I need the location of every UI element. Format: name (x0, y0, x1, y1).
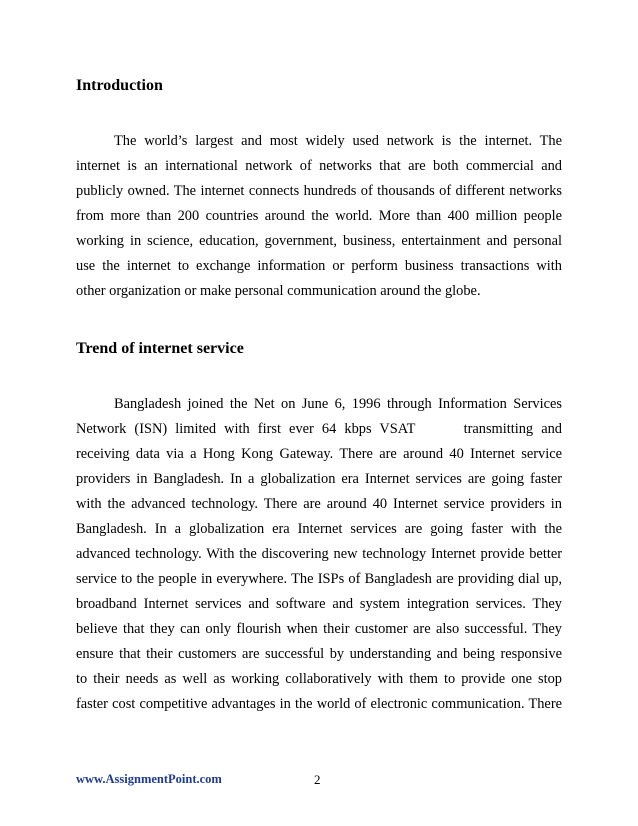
paragraph-line: Network (ISN) limited with first ever 64 kbps VSAT transmitting and (76, 421, 562, 437)
paragraph-line: Bangladesh. In a globalization era Internet services are going faster with the (76, 521, 562, 537)
paragraph-line: to their needs as well as working collaboratively with them to provide one stop (76, 671, 562, 687)
trend-paragraph (76, 395, 562, 720)
paragraph-line: use the internet to exchange information or perform business transactions with (76, 258, 562, 274)
paragraph-line: ensure that their customers are successful by understanding and being responsive (76, 646, 562, 662)
paragraph-line: broadband Internet services and software and system integration services. They (76, 596, 562, 612)
footer-website-link[interactable]: www.AssignmentPoint.com (76, 772, 222, 786)
paragraph-line: The world’s largest and most widely used network is the internet. The (114, 133, 562, 149)
paragraph-line: receiving data via a Hong Kong Gateway. There are around 40 Internet service (76, 446, 562, 462)
introduction-heading: Introduction (76, 77, 163, 94)
paragraph-line: publicly owned. The internet connects hundreds of thousands of different networks (76, 183, 562, 199)
paragraph-line: other organization or make personal communication around the globe. (76, 283, 481, 299)
paragraph-line: advanced technology. With the discovering new technology Internet provide better (76, 546, 562, 562)
paragraph-line: Bangladesh joined the Net on June 6, 1996 through Information Services (114, 396, 562, 412)
paragraph-line: providers in Bangladesh. In a globalization era Internet services are going faster (76, 471, 562, 487)
paragraph-line: service to the people in everywhere. The ISPs of Bangladesh are providing dial up, (76, 571, 562, 587)
paragraph-line: working in science, education, government, business, entertainment and personal (76, 233, 562, 249)
paragraph-line: believe that they can only flourish when their customer are also successful. They (76, 621, 562, 637)
trend-heading: Trend of internet service (76, 340, 244, 357)
paragraph-line: with the advanced technology. There are around 40 Internet service providers in (76, 496, 562, 512)
paragraph-line: faster cost competitive advantages in the world of electronic communication. There (76, 696, 562, 712)
introduction-paragraph (76, 132, 562, 307)
page-number: 2 (314, 772, 321, 787)
paragraph-line: from more than 200 countries around the world. More than 400 million people (76, 208, 562, 224)
paragraph-line: internet is an international network of networks that are both commercial and (76, 158, 562, 174)
